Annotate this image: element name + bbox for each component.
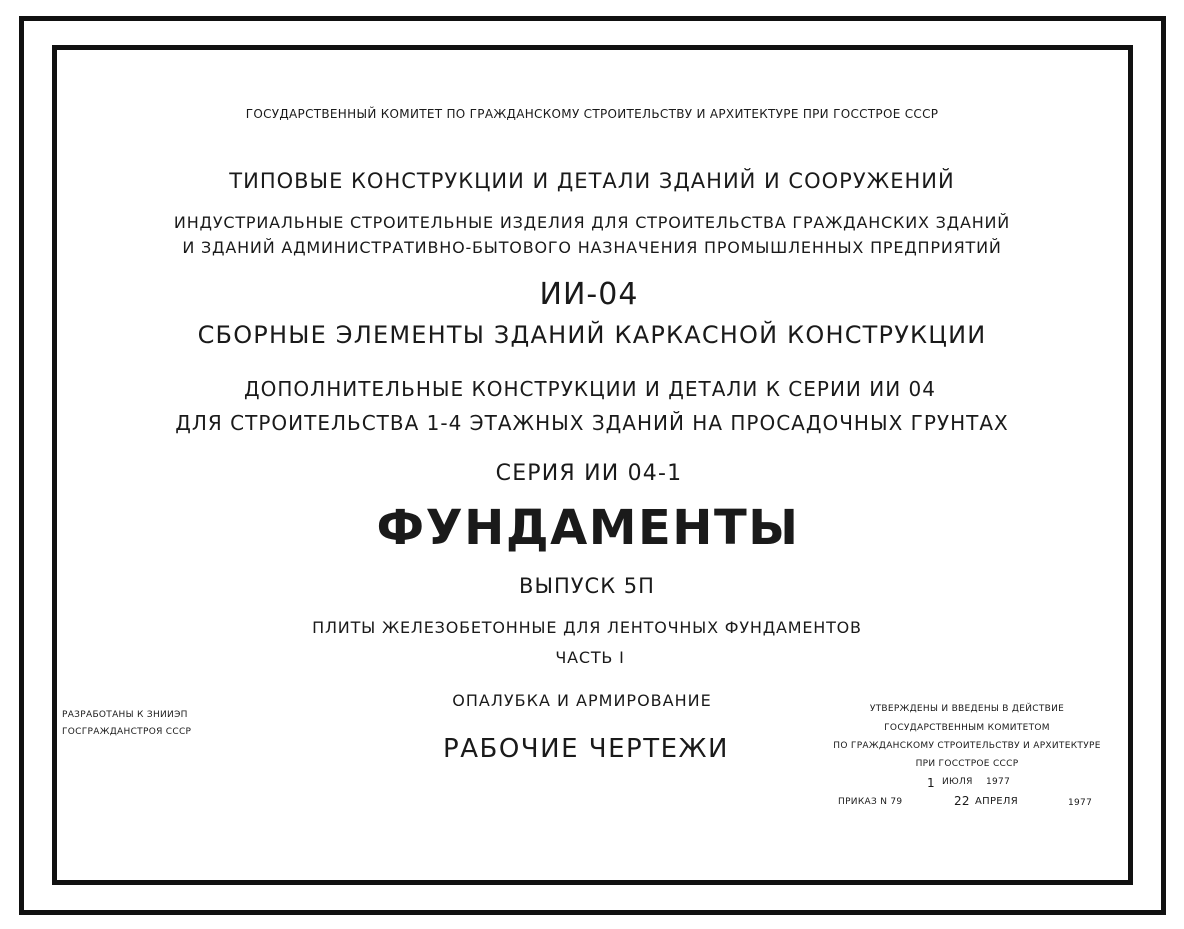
order-day: 22 xyxy=(954,794,970,808)
series-code: ИИ-04 xyxy=(539,277,639,312)
product-description: ПЛИТЫ ЖЕЛЕЗОБЕТОННЫЕ ДЛЯ ЛЕНТОЧНЫХ ФУНДАМЕНТОВ xyxy=(312,618,862,637)
approval-line-3: ПО ГРАЖДАНСКОМУ СТРОИТЕЛЬСТВУ И АРХИТЕКТУРЕ xyxy=(833,741,1101,751)
issue-number: ВЫПУСК 5П xyxy=(519,574,655,598)
main-title: ФУНДАМЕНТЫ xyxy=(376,500,800,556)
effective-month: ИЮЛЯ xyxy=(942,777,973,787)
issuing-authority: ГОСУДАРСТВЕННЫЙ КОМИТЕТ ПО ГРАЖДАНСКОМУ СТРОИТЕЛЬСТВУ И АРХИТЕКТУРЕ ПРИ ГОССТРОЕ СССР xyxy=(245,107,939,121)
order-year: 1977 xyxy=(1068,798,1093,808)
purpose-line-2: И ЗДАНИЙ АДМИНИСТРАТИВНО-БЫТОВОГО НАЗНАЧЕНИЯ ПРОМЫШЛЕННЫХ ПРЕДПРИЯТИЙ xyxy=(182,238,1002,257)
approval-line-4: ПРИ ГОССТРОЕ СССР xyxy=(915,759,1019,769)
order-number: ПРИКАЗ N 79 xyxy=(838,797,903,807)
developer-line-2: ГОСГРАЖДАНСТРОЯ СССР xyxy=(62,727,192,737)
supplement-line-2: ДЛЯ СТРОИТЕЛЬСТВА 1-4 ЭТАЖНЫХ ЗДАНИЙ НА ПРОСАДОЧНЫХ ГРУНТАХ xyxy=(175,411,1009,435)
series-name: СБОРНЫЕ ЭЛЕМЕНТЫ ЗДАНИЙ КАРКАСНОЙ КОНСТРУКЦИИ xyxy=(197,321,987,349)
content-description: ОПАЛУБКА И АРМИРОВАНИЕ xyxy=(452,691,712,710)
approval-line-1: УТВЕРЖДЕНЫ И ВВЕДЕНЫ В ДЕЙСТВИЕ xyxy=(869,704,1065,714)
purpose-line-1: ИНДУСТРИАЛЬНЫЕ СТРОИТЕЛЬНЫЕ ИЗДЕЛИЯ ДЛЯ СТРОИТЕЛЬСТВА ГРАЖДАНСКИХ ЗДАНИЙ xyxy=(173,213,1011,232)
series-group-title: ТИПОВЫЕ КОНСТРУКЦИИ И ДЕТАЛИ ЗДАНИЙ И СООРУЖЕНИЙ xyxy=(229,169,955,193)
order-month: АПРЕЛЯ xyxy=(975,796,1018,807)
supplement-line-1: ДОПОЛНИТЕЛЬНЫЕ КОНСТРУКЦИИ И ДЕТАЛИ К СЕРИИ ИИ 04 xyxy=(244,377,936,401)
approval-line-2: ГОСУДАРСТВЕННЫМ КОМИТЕТОМ xyxy=(884,723,1050,733)
drawings-label: РАБОЧИЕ ЧЕРТЕЖИ xyxy=(443,734,729,764)
subseries-code: СЕРИЯ ИИ 04-1 xyxy=(495,461,683,486)
part-number: ЧАСТЬ I xyxy=(555,648,625,667)
effective-year: 1977 xyxy=(986,777,1011,787)
effective-day: 1 xyxy=(927,776,935,790)
developer-line-1: РАЗРАБОТАНЫ К ЗНИИЭП xyxy=(62,710,188,720)
